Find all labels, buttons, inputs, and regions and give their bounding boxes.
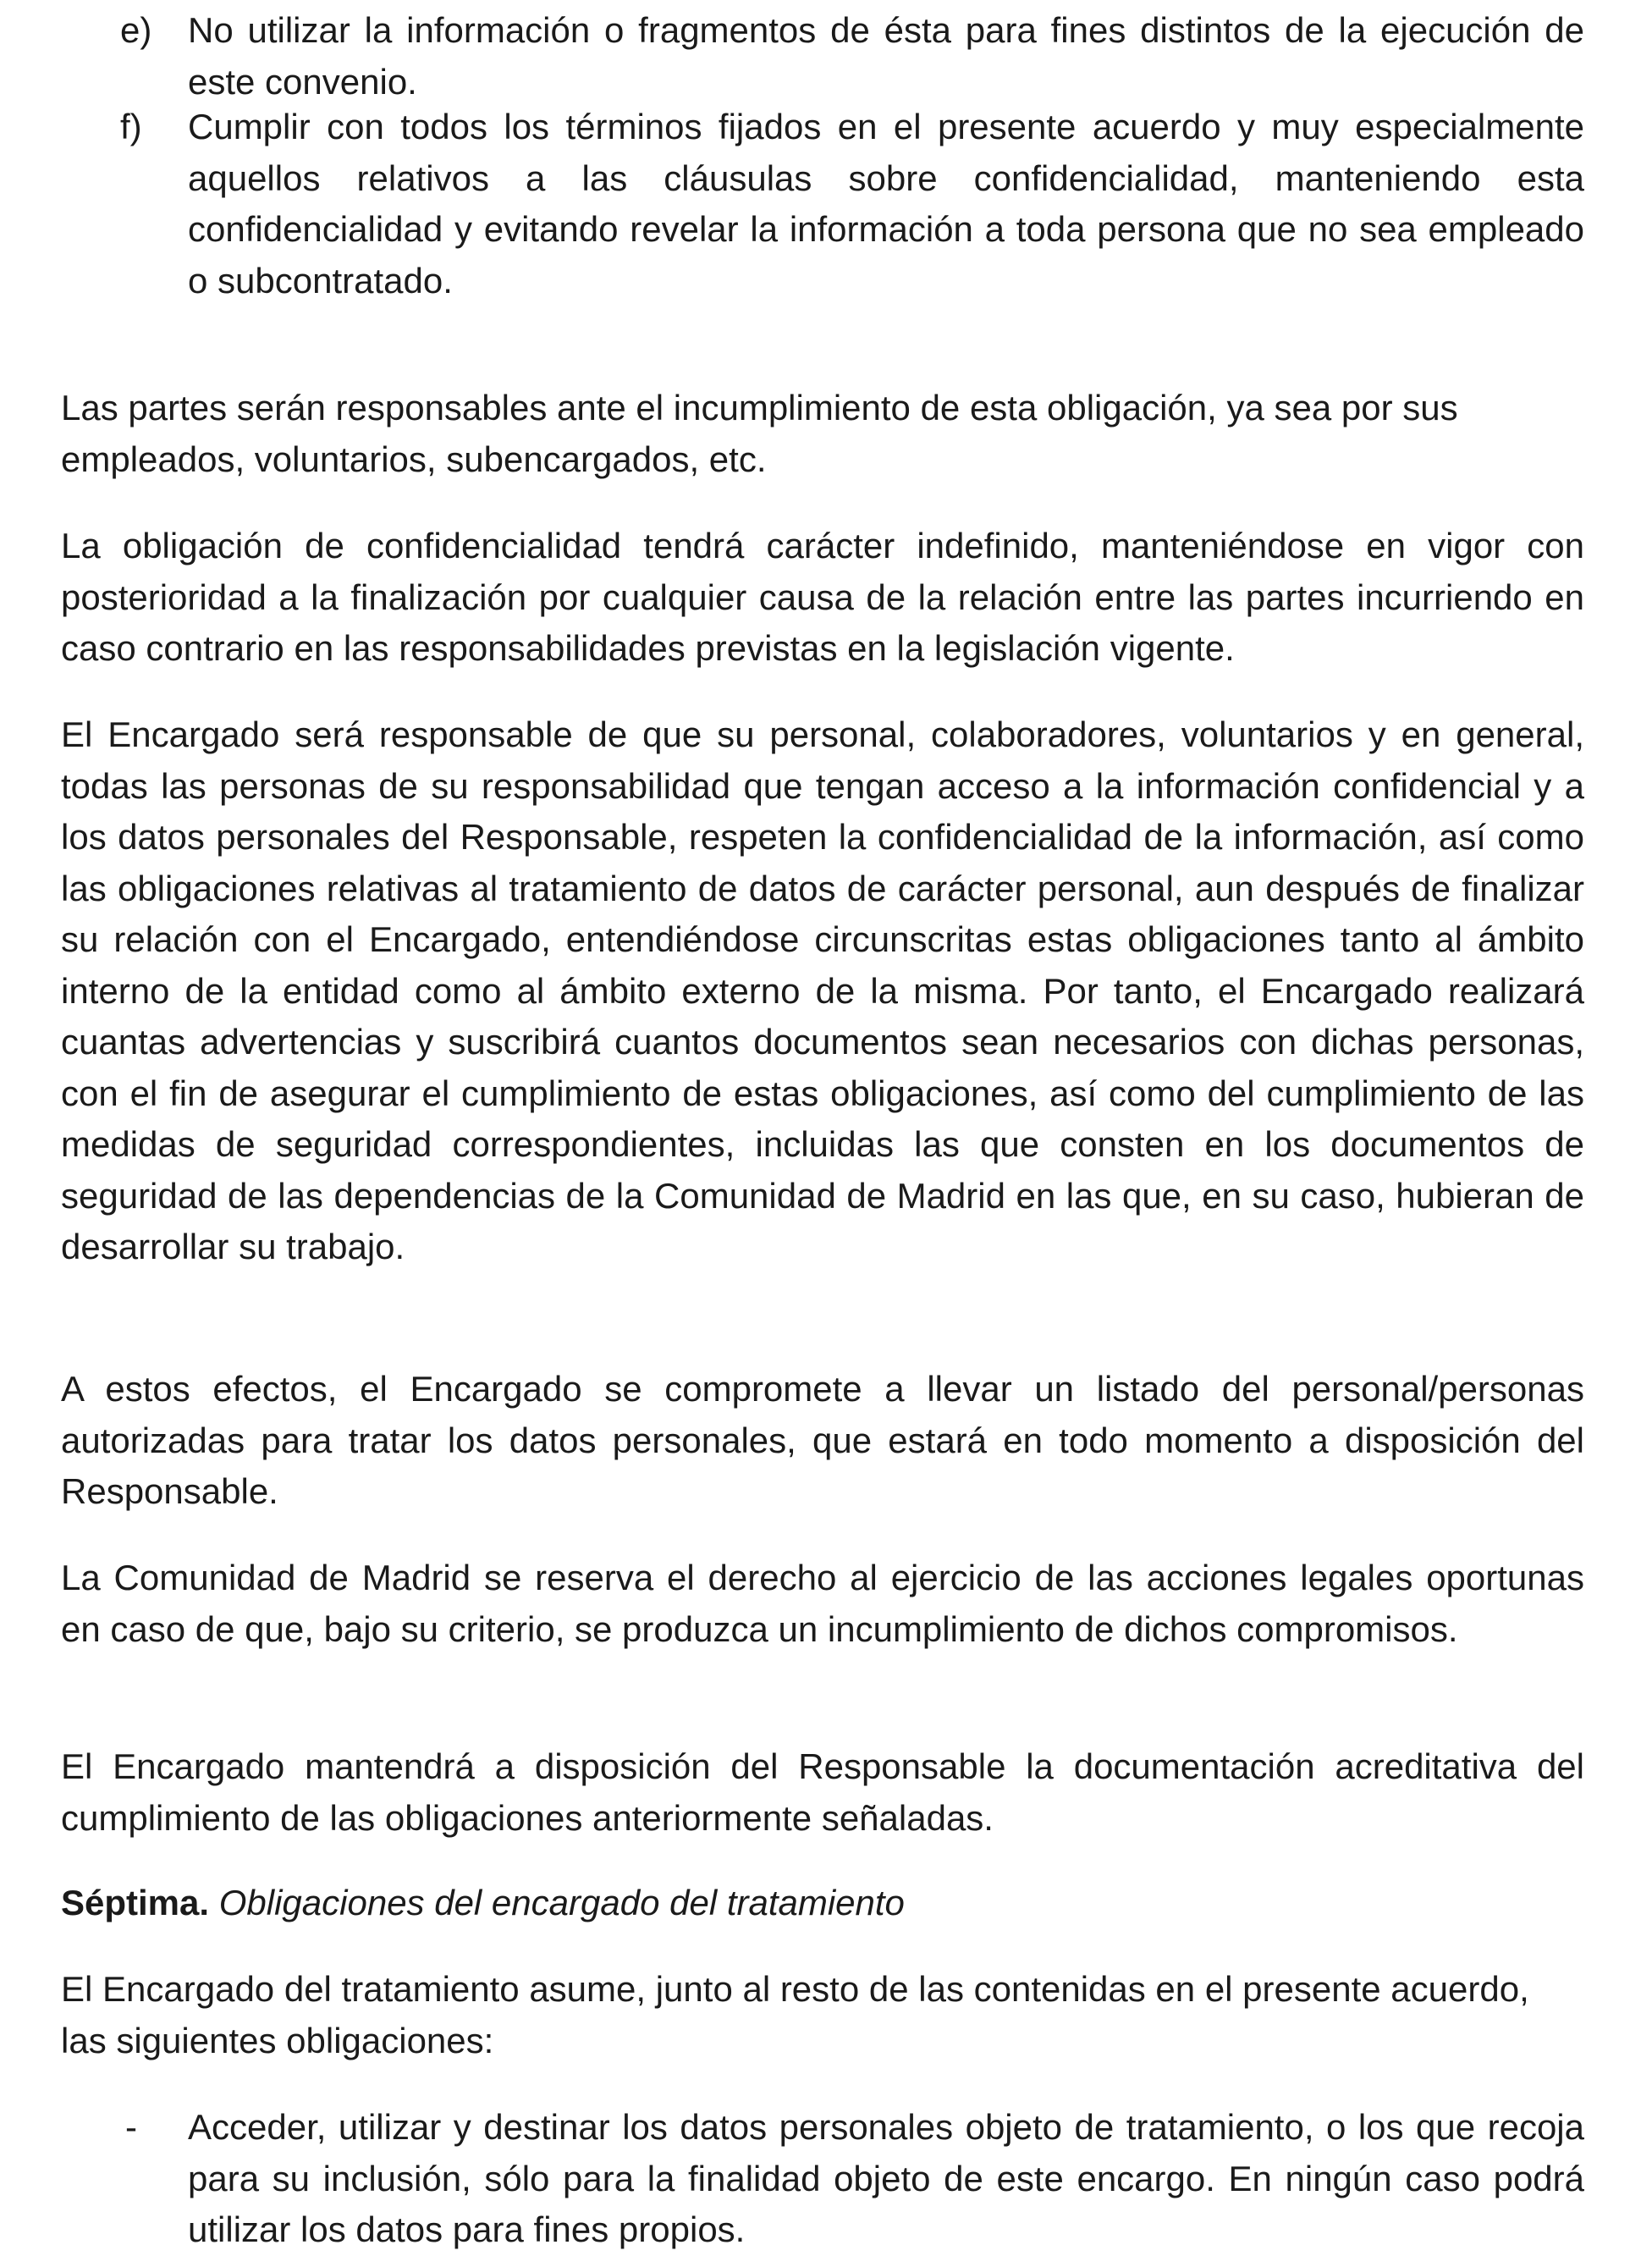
section-heading <box>61 1878 1584 1929</box>
section-label: Séptima. <box>61 1883 210 1922</box>
list-item-text: No utilizar la información o fragmentos de ésta para fines distintos de la ejecución de este convenio. <box>188 10 1584 102</box>
bullet-item <box>61 2102 1584 2256</box>
list-item-e <box>61 5 1584 108</box>
section-intro: El Encargado del tratamiento asume, junto al resto de las contenidas en el presente acuerdo, las siguientes obligaciones: <box>61 1969 1529 2060</box>
bullet-text: Acceder, utilizar y destinar los datos personales objeto de tratamiento, o los que recoja para su inclusión, sólo para la finalidad objeto de este encargo. En ningún caso podrá utilizar los datos para fines propios. <box>188 2107 1584 2249</box>
paragraph-responsabilidad: Las partes serán responsables ante el incumplimiento de esta obligación, ya sea por sus empleados, voluntarios, subencargados, etc. <box>61 388 1458 479</box>
paragraph-documentacion: El Encargado mantendrá a disposición del Responsable la documentación acreditativa del cumplimiento de las obligaciones anteriormente señaladas. <box>61 1746 1584 1838</box>
list-item-f <box>61 102 1584 306</box>
section-title: Obligaciones del encargado del tratamiento <box>218 1883 905 1922</box>
bullet-marker: - <box>125 2107 137 2147</box>
paragraph-listado: A estos efectos, el Encargado se compromete a llevar un listado del personal/personas autorizadas para tratar los datos personales, que estará en todo momento a disposición del Responsable. <box>61 1369 1584 1511</box>
list-marker: e) <box>120 10 152 50</box>
paragraph-acciones-legales: La Comunidad de Madrid se reserva el derecho al ejercicio de las acciones legales oportunas en caso de que, bajo su criterio, se produzca un incumplimiento de dichos compromisos. <box>61 1558 1584 1649</box>
paragraph-personal: El Encargado será responsable de que su personal, colaboradores, voluntarios y en general, todas las personas de su responsabilidad que tengan acceso a la información confidencial y a los datos personales del Responsable, respeten la confidencialidad de la información, así como las obligaciones relativas al tratamiento de datos de carácter personal, aun después de finalizar su relación con el Encargado, entendiéndose circunscritas estas obligaciones tanto al ámbito interno de la entidad como al ámbito externo de la misma. Por tanto, el Encargado realizará cuantas advertencias y suscribirá cuantos documentos sean necesarios con dichas personas, con el fin de asegurar el cumplimiento de estas obligaciones, así como del cumplimiento de las medidas de seguridad correspondientes, incluidas las que consten en los documentos de seguridad de las dependencias de la Comunidad de Madrid en las que, en su caso, hubieran de desarrollar su trabajo. <box>61 714 1584 1266</box>
list-item-text: Cumplir con todos los términos fijados en el presente acuerdo y muy especialmente aquellos relativos a las cláusulas sobre confidencialidad, manteniendo esta confidencialidad y evitando revelar la información a toda persona que no sea empleado o subcontratado. <box>188 107 1584 301</box>
paragraph-duracion: La obligación de confidencialidad tendrá carácter indefinido, manteniéndose en vigor con posterioridad a la finalización por cualquier causa de la relación entre las partes incurriendo en caso contrario en las responsabilidades previstas en la legislación vigente. <box>61 526 1584 668</box>
list-marker: f) <box>120 107 142 146</box>
